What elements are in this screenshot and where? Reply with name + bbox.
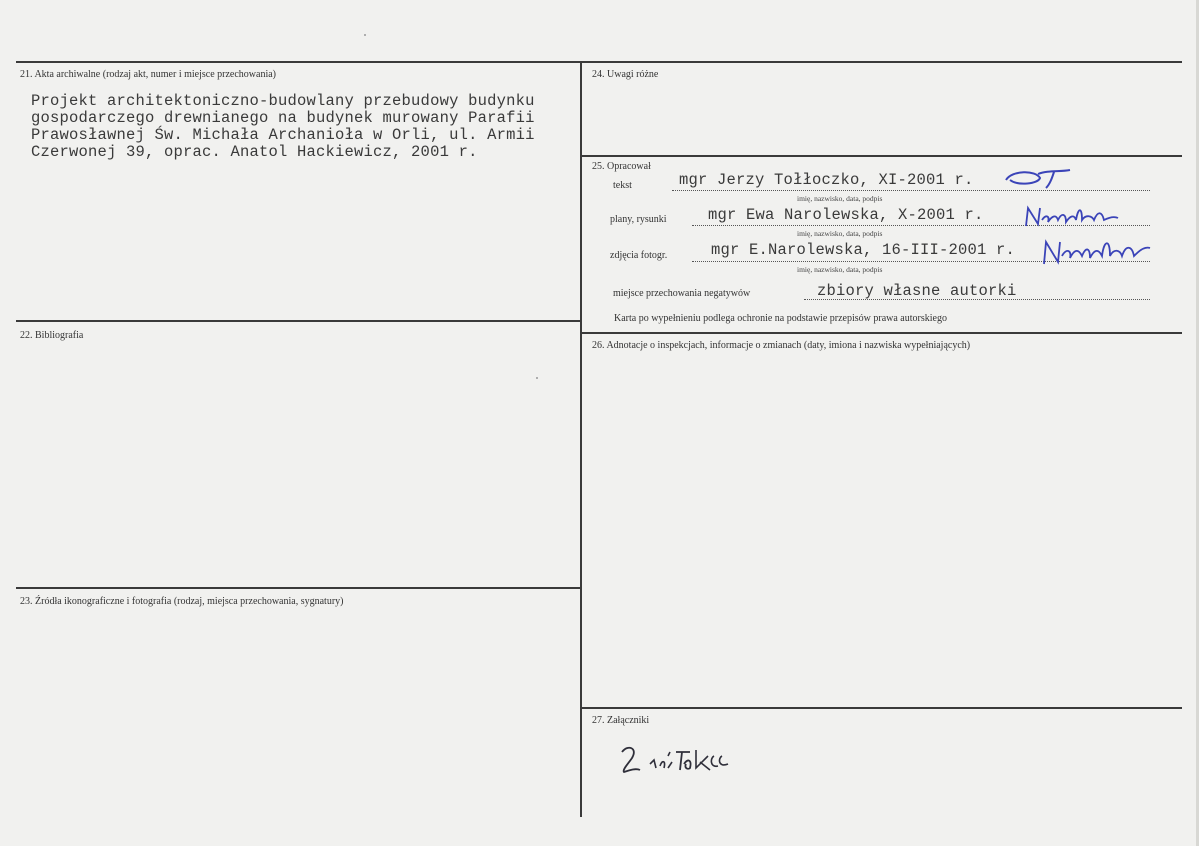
section-26-label: 26. Adnotacje o inspekcjach, informacje o zmianach (daty, imiona i nazwiska wypełniających) <box>592 340 971 351</box>
plany-value: mgr Ewa Narolewska, X-2001 r. <box>708 206 984 224</box>
negatywy-dotline <box>804 299 1150 300</box>
section-24-label: 24. Uwagi różne <box>592 69 659 80</box>
section-21-line-3: Prawosławnej Św. Michała Archanioła w Orli, ul. Armii <box>31 126 535 144</box>
section-21-label: 21. Akta archiwalne (rodzaj akt, numer i miejsce przechowania) <box>20 69 277 80</box>
signature-narolewska-2 <box>1040 234 1155 268</box>
negatywy-value: zbiory własne autorki <box>817 282 1017 300</box>
section-23-label: 23. Źródła ikonograficzne i fotografia (rodzaj, miejsca przechowania, sygnatury) <box>20 596 344 607</box>
rule-25-26 <box>582 332 1182 334</box>
rule-24-25 <box>582 155 1182 157</box>
copyright-note: Karta po wypełnieniu podlega ochronie na podstawie przepisów prawa autorskiego <box>614 313 947 324</box>
section-27-label: 27. Załączniki <box>592 715 650 726</box>
handwritten-attachments-note <box>618 742 738 778</box>
tekst-value: mgr Jerzy Tołłoczko, XI-2001 r. <box>679 171 974 189</box>
negatywy-label: miejsce przechowania negatywów <box>613 288 751 299</box>
rule-21-22 <box>16 320 582 322</box>
section-22-label: 22. Bibliografia <box>20 330 84 341</box>
paper-speck <box>364 34 366 36</box>
zdjecia-label: zdjęcia fotogr. <box>610 250 668 261</box>
rule-22-23 <box>16 587 582 589</box>
plany-label: plany, rysunki <box>610 214 667 225</box>
signature-tollocko <box>1000 164 1080 194</box>
zdjecia-caption: imię, nazwisko, data, podpis <box>797 265 883 274</box>
section-25-label: 25. Opracował <box>592 161 651 172</box>
section-21-line-1: Projekt architektoniczno-budowlany przebudowy budynku <box>31 92 535 110</box>
rule-26-27 <box>582 707 1182 709</box>
section-21-line-2: gospodarczego drewnianego na budynek murowany Parafii <box>31 109 535 127</box>
top-rule <box>16 61 1182 63</box>
plany-caption: imię, nazwisko, data, podpis <box>797 229 883 238</box>
center-divider <box>580 61 582 817</box>
section-21-line-4: Czerwonej 39, oprac. Anatol Hackiewicz, 2001 r. <box>31 143 478 161</box>
paper-speck <box>536 377 538 379</box>
signature-narolewska-1 <box>1022 202 1122 232</box>
tekst-label: tekst <box>613 180 632 191</box>
tekst-caption: imię, nazwisko, data, podpis <box>797 194 883 203</box>
zdjecia-value: mgr E.Narolewska, 16-III-2001 r. <box>711 241 1016 259</box>
